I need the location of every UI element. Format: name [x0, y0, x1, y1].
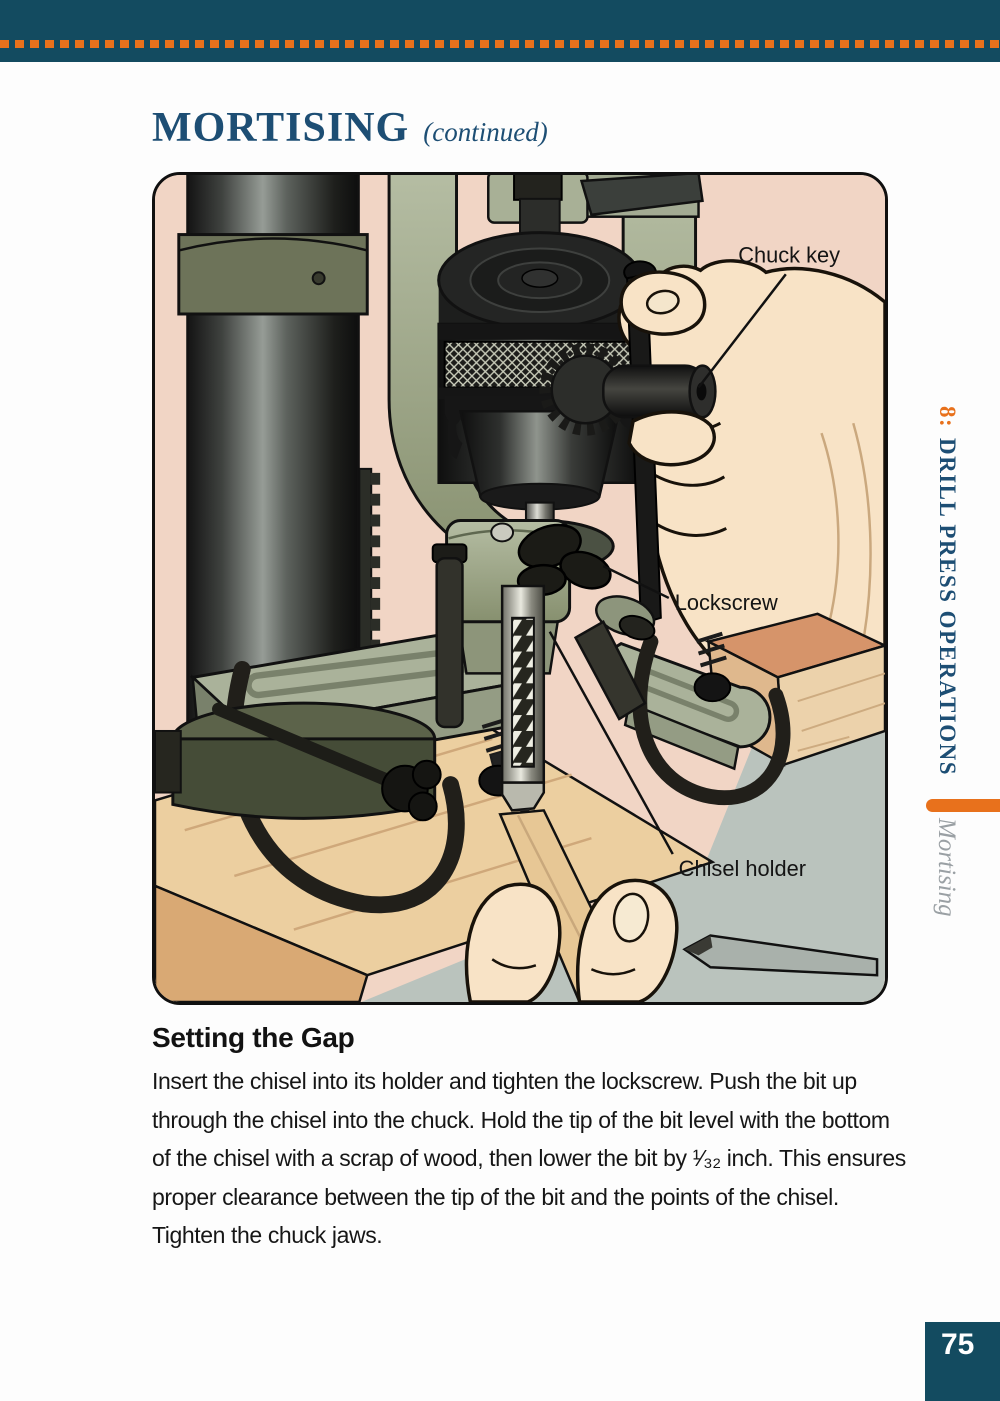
lockscrew-label: Lockscrew	[674, 589, 778, 615]
mortising-chisel	[502, 586, 544, 824]
figure-frame	[152, 172, 888, 1005]
page-title	[152, 104, 548, 152]
mortising-illustration	[155, 175, 885, 1002]
section-body: Insert the chisel into its holder and tighten the lockscrew. Push the bit up through the chisel into the chuck. Hold the tip of the bit level with the bottom of the chisel with a scrap of wood, then lower the bit by ¹⁄₃₂ inch. This ensures proper clearance between the tip of the bit and the points of the chisel. Tighten the chuck jaws.	[152, 1068, 906, 1248]
title-text: MORTISING	[152, 105, 410, 151]
page-number-box	[925, 1322, 1000, 1401]
section-heading: Setting the Gap	[152, 1022, 355, 1053]
column-base-collar	[155, 703, 441, 820]
header-dashed-rule	[0, 40, 1000, 48]
sidebar-section-label: Mortising	[933, 818, 960, 917]
chapter-sidebar	[934, 406, 960, 806]
page-number: 75	[941, 1328, 975, 1361]
sidebar-accent-bar	[926, 799, 1000, 812]
collar-setscrew	[313, 272, 325, 284]
chapter-title: DRILL PRESS OPERATIONS	[935, 438, 960, 777]
chuck-key-label: Chuck key	[738, 242, 841, 268]
depth-rod	[433, 544, 467, 727]
bracket-bolt	[514, 175, 562, 200]
auger-bit	[512, 618, 534, 767]
title-continued: (continued)	[423, 117, 548, 147]
chisel-holder-label: Chisel holder	[678, 855, 807, 881]
header-bar	[0, 0, 1000, 62]
chapter-number: 8:	[935, 406, 960, 429]
